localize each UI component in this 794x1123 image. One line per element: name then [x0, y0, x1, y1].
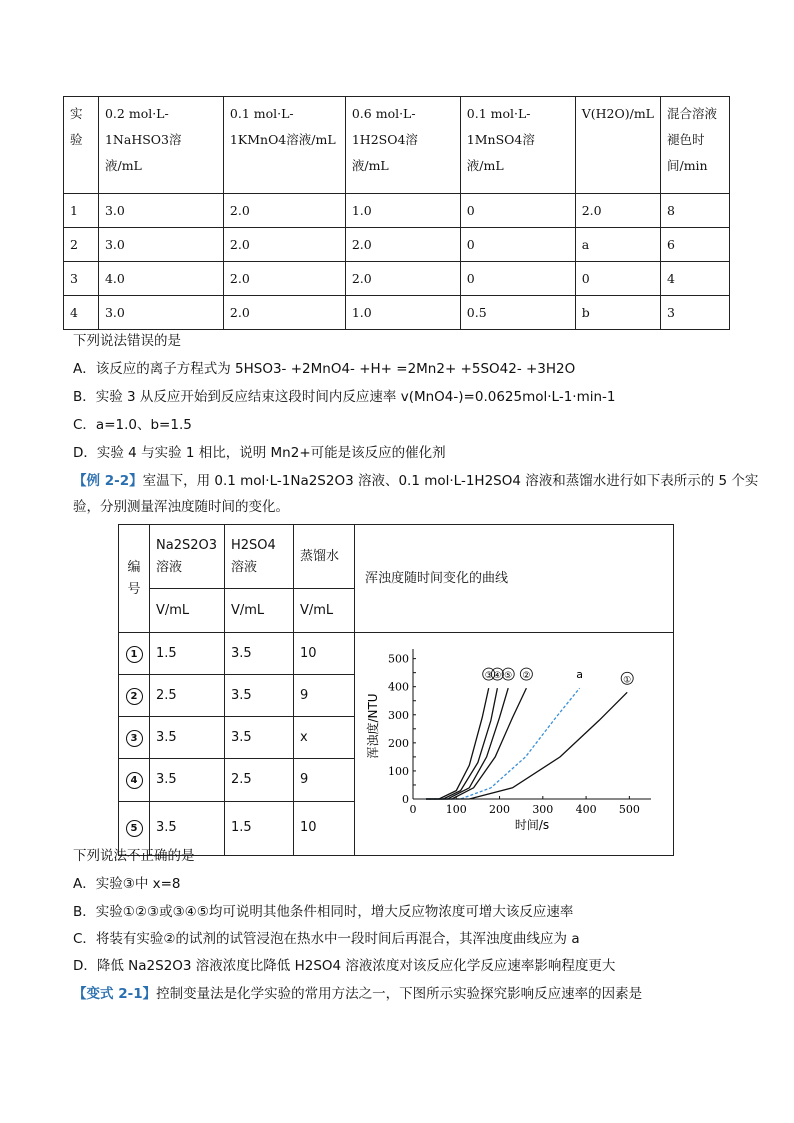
- question-stem: 下列说法错误的是: [73, 333, 181, 349]
- cell: 3.0: [98, 194, 223, 228]
- series-label: ⑤: [504, 671, 513, 682]
- turbidity-chart: [355, 633, 673, 845]
- cell: 3.0: [98, 228, 223, 262]
- variant-line: [73, 984, 642, 1004]
- header-cell: 实验: [64, 97, 99, 194]
- cell: 3.5: [225, 717, 294, 759]
- cell: 2.0: [345, 262, 460, 296]
- cell: 1.0: [345, 194, 460, 228]
- y-tick-label: 0: [402, 793, 409, 806]
- cell: 0: [460, 262, 575, 296]
- cell: 10: [294, 633, 355, 675]
- cell: 2.0: [223, 262, 345, 296]
- cell: 3.5: [225, 675, 294, 717]
- series-label: a: [576, 668, 583, 682]
- header-cell: 混合溶液褪色时间/min: [660, 97, 729, 194]
- header-cell: Na2S2O3溶液: [150, 525, 225, 589]
- option-c: C．a=1.0、b=1.5: [73, 417, 192, 433]
- circled-number: 4: [126, 772, 143, 789]
- option-a: A．该反应的离子方程式为 5HSO3- +2MnO4- +H+ =2Mn2+ +5SO42- +3H2O: [73, 361, 576, 377]
- option-c: C．将装有实验②的试剂的试管浸泡在热水中一段时间后再混合，其浑浊度曲线应为 a: [73, 931, 580, 947]
- variant-text: 控制变量法是化学实验的常用方法之一，下图所示实验探究影响反应速率的因素是: [156, 986, 643, 1002]
- cell: 1: [64, 194, 99, 228]
- cell: 3.5: [150, 801, 225, 856]
- cell: 3.0: [98, 296, 223, 330]
- y-tick-label: 500: [388, 652, 409, 666]
- x-axis-label: 时间/s: [514, 818, 550, 832]
- cell: x: [294, 717, 355, 759]
- cell: 2.0: [223, 228, 345, 262]
- cell: 3.5: [225, 633, 294, 675]
- option-a: A．实验③中 x=8: [73, 876, 181, 892]
- cell: 6: [660, 228, 729, 262]
- cell: 9: [294, 759, 355, 801]
- table-row: [64, 296, 730, 330]
- cell: 1.5: [225, 801, 294, 856]
- example-line-1: [73, 471, 758, 491]
- header-cell: 0.6 mol·L-1H2SO4溶液/mL: [345, 97, 460, 194]
- question-stem: 下列说法不正确的是: [73, 848, 195, 864]
- x-tick-label: 0: [409, 803, 417, 816]
- cell: 2.5: [225, 759, 294, 801]
- header-cell: H2SO4溶液: [225, 525, 294, 589]
- series-label: ③: [484, 671, 493, 682]
- option-d: D．降低 Na2S2O3 溶液浓度比降低 H2SO4 溶液浓度对该反应化学反应速率影响程度更大: [73, 958, 616, 974]
- series-label: ④: [493, 671, 502, 682]
- cell: b: [575, 296, 660, 330]
- header-cell: 0.1 mol·L-1KMnO4溶液/mL: [223, 97, 345, 194]
- example-line-2: 验，分别测量浑浊度随时间的变化。: [73, 499, 289, 515]
- cell: 4: [660, 262, 729, 296]
- variant-tag: 【变式 2-1】: [73, 986, 157, 1002]
- unit-cell: V/mL: [150, 589, 225, 633]
- cell: 2.0: [223, 194, 345, 228]
- cell: 0: [460, 228, 575, 262]
- series-line-curve: [426, 688, 526, 799]
- x-tick-label: 100: [445, 803, 467, 816]
- cell: 8: [660, 194, 729, 228]
- experiment-table-1: [63, 96, 730, 330]
- table-row: [64, 194, 730, 228]
- option-d: D．实验 4 与实验 1 相比，说明 Mn2+可能是该反应的催化剂: [73, 445, 446, 461]
- unit-cell: V/mL: [225, 589, 294, 633]
- cell: 2.5: [150, 675, 225, 717]
- y-tick-label: 200: [388, 736, 409, 750]
- y-tick-label: 300: [388, 708, 409, 722]
- cell: 10: [294, 801, 355, 856]
- y-tick-label: 400: [388, 680, 409, 694]
- table-row: [119, 633, 674, 675]
- cell: 0.5: [460, 296, 575, 330]
- cell: 1.5: [150, 633, 225, 675]
- x-tick-label: 200: [489, 803, 511, 816]
- header-cell: 蒸馏水: [294, 525, 355, 589]
- cell: 2: [64, 228, 99, 262]
- table-header-row: [119, 525, 674, 589]
- series-line-curve: [426, 688, 508, 799]
- cell: 3: [660, 296, 729, 330]
- option-b: B．实验①②③或③④⑤均可说明其他条件相同时，增大反应物浓度可增大该反应速率: [73, 904, 574, 920]
- series-label: ②: [522, 671, 531, 682]
- cell: 0: [575, 262, 660, 296]
- header-cell: 0.2 mol·L-1NaHSO3溶液/mL: [98, 97, 223, 194]
- cell: 4: [64, 296, 99, 330]
- circled-number: 3: [126, 730, 143, 747]
- cell: 0: [460, 194, 575, 228]
- example-text: 室温下，用 0.1 mol·L-1Na2S2O3 溶液、0.1 mol·L-1H2SO4 溶液和蒸馏水进行如下表所示的 5 个实: [142, 473, 759, 489]
- header-cell: 0.1 mol·L-1MnSO4溶液/mL: [460, 97, 575, 194]
- y-axis-label: 浑浊度/NTU: [366, 693, 380, 759]
- x-tick-label: 400: [575, 803, 597, 816]
- x-tick-label: 500: [618, 803, 640, 816]
- circled-number: 2: [126, 688, 143, 705]
- circled-number: 5: [126, 820, 143, 837]
- y-tick-label: 100: [388, 764, 409, 778]
- cell: 2.0: [345, 228, 460, 262]
- circled-number: 1: [126, 646, 143, 663]
- table-row: [64, 262, 730, 296]
- header-cell: V(H2O)/mL: [575, 97, 660, 194]
- series-label: ①: [623, 675, 632, 686]
- chart-cell: [355, 633, 674, 856]
- cell: 4.0: [98, 262, 223, 296]
- header-cell: 浑浊度随时间变化的曲线: [355, 525, 674, 633]
- x-tick-label: 300: [532, 803, 554, 816]
- series-line-curve: [426, 688, 497, 799]
- experiment-table-2: [118, 524, 674, 856]
- cell: 2.0: [223, 296, 345, 330]
- header-cell: 编号: [119, 525, 150, 633]
- option-b: B．实验 3 从反应开始到反应结束这段时间内反应速率 v(MnO4-)=0.0625mol·L-1·min-1: [73, 389, 616, 405]
- series-line-curve: [426, 692, 627, 799]
- cell: 3: [64, 262, 99, 296]
- cell: 9: [294, 675, 355, 717]
- cell: 2.0: [575, 194, 660, 228]
- example-tag: 【例 2-2】: [73, 473, 143, 489]
- table-header-row: [64, 97, 730, 194]
- cell: 3.5: [150, 759, 225, 801]
- cell: 1.0: [345, 296, 460, 330]
- cell: a: [575, 228, 660, 262]
- series-line-curve: [426, 688, 489, 799]
- table-row: [64, 228, 730, 262]
- unit-cell: V/mL: [294, 589, 355, 633]
- cell: 3.5: [150, 717, 225, 759]
